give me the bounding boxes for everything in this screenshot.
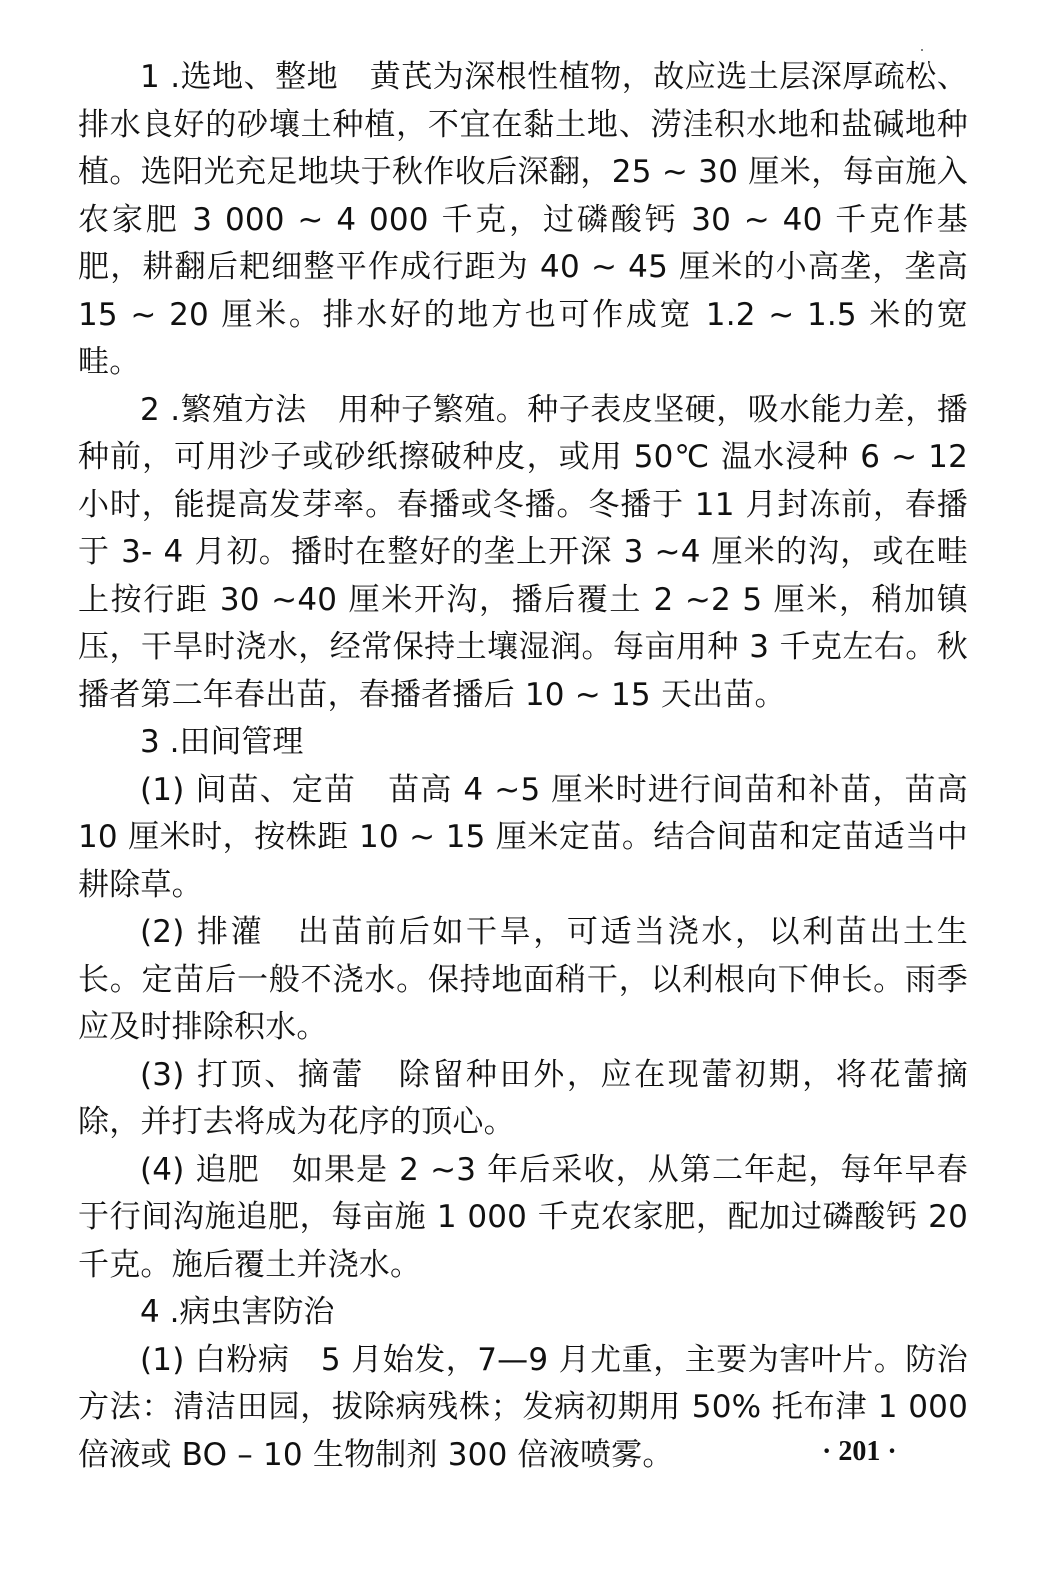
subsection-thinning: (1) 间苗、定苗 苗高 4 ~5 厘米时进行间苗和补苗，苗高 10 厘米时，按株距 10 ~ 15 厘米定苗。结合间苗和定苗适当中耕除草。 (78, 771, 968, 903)
subsection-powdery-mildew: (1) 白粉病 5 月始发，7—9 月尤重，主要为害叶片。防治方法：清洁田园，拔除病残株；发病初期用 50% 托布津 1 000 倍液或 BO – 10 生物制剂 300 倍液喷雾。 (78, 1341, 968, 1473)
subsection-fertilizing: (4) 追肥 如果是 2 ~3 年后采收，从第二年起，每年早春于行间沟施追肥，每亩施 1 000 千克农家肥，配加过磷酸钙 20 千克。施后覆土并浇水。 (78, 1151, 968, 1283)
section-4-heading-pest-control: 4 .病虫害防治 (140, 1294, 335, 1330)
section-3-heading-field-management: 3 .田间管理 (140, 724, 304, 760)
subsection-irrigation: (2) 排灌 出苗前后如干旱，可适当浇水，以利苗出土生长。定苗后一般不浇水。保持地面稍干，以利根向下伸长。雨季应及时排除积水。 (78, 914, 968, 1045)
section-2-propagation: 2 .繁殖方法 用种子繁殖。种子表皮坚硬，吸水能力差，播种前，可用沙子或砂纸擦破种皮，或用 50℃ 温水浸种 6 ~ 12 小时，能提高发芽率。春播或冬播。冬播于 11 月封冻前，春播于 3- 4 月初。播时在整好的垄上开深 3 ~4 厘米的沟，或在畦上按行距 30 ~40 厘米开沟，播后覆土 2 ~2 5 厘米，稍加镇压，干旱时浇水，经常保持土壤湿润。每亩用种 3 千克左右。秋播者第二年春出苗，春播者播后 10 ~ 15 天出苗。 (78, 391, 968, 713)
page-body (78, 54, 968, 1479)
scan-speck (921, 49, 923, 51)
subsection-topping: (3) 打顶、摘蕾 除留种田外，应在现蕾初期，将花蕾摘除，并打去将成为花序的顶心。 (78, 1056, 968, 1140)
section-1-site-preparation: 1 .选地、整地 黄芪为深根性植物，故应选土层深厚疏松、排水良好的砂壤土种植，不宜在黏土地、涝洼积水地和盐碱地种植。选阳光充足地块于秋作收后深翻，25 ~ 30 厘米，每亩施入农家肥 3 000 ~ 4 000 千克，过磷酸钙 30 ~ 40 千克作基肥，耕翻后耙细整平作成行距为 40 ~ 45 厘米的小高垄，垄高 15 ~ 20 厘米。排水好的地方也可作成宽 1.2 ~ 1.5 米的宽畦。 (78, 59, 968, 380)
page-number: · 201 · (822, 1436, 897, 1467)
